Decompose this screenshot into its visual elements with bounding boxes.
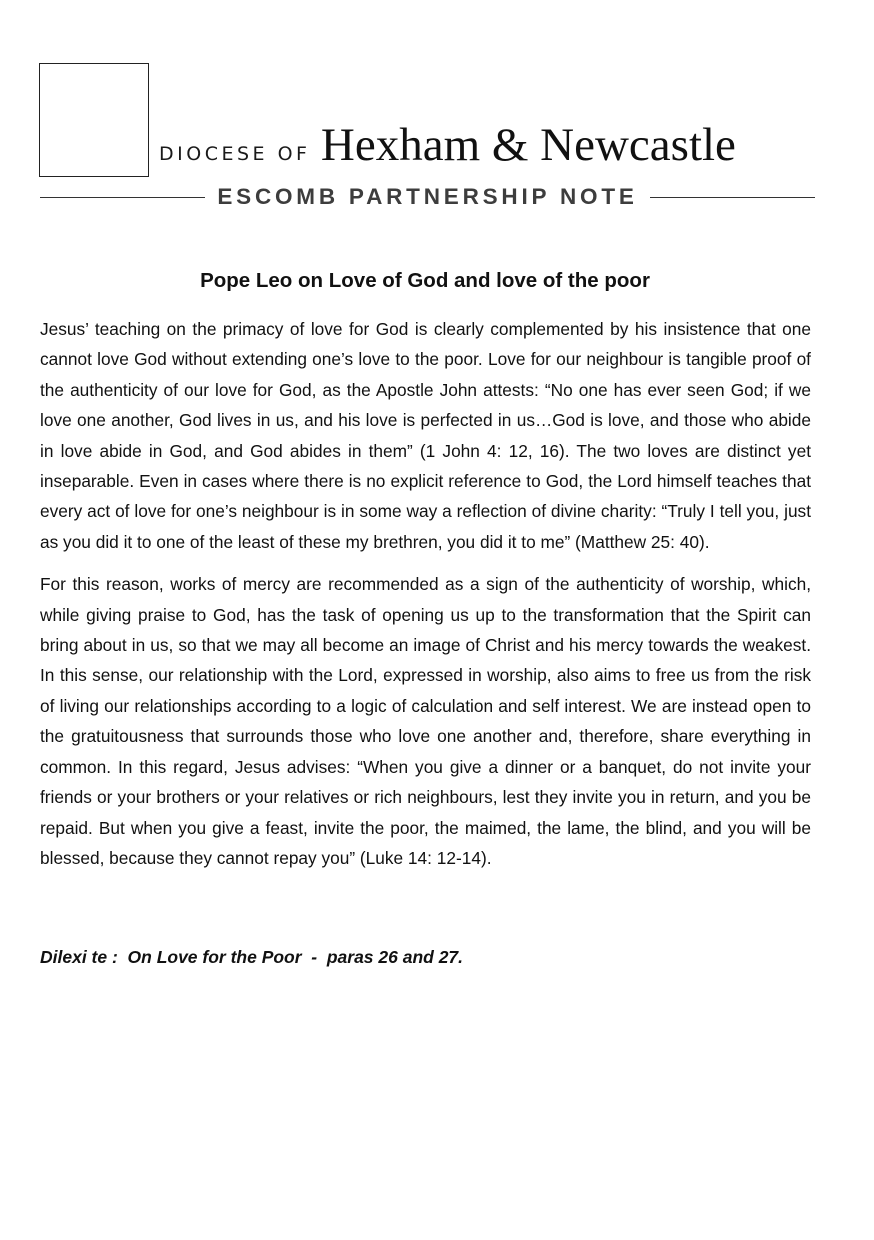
diocese-name: Hexham & Newcastle	[320, 119, 736, 171]
paragraph-2: For this reason, works of mercy are recommended as a sign of the authenticity of worship, which, while giving praise to God, has the task of opening us up to the transformation that the Spirit can bring about in us, so that we may all become an image of Christ and his mercy towards the weakest. In this sense, our relationship with the Lord, expressed in worship, also aims to free us from the risk of living our relationships according to a logic of calculation and self interest. We are instead open to the gratuitousness that surrounds those who love one another and, therefore, share everything in common. In this regard, Jesus advises: “When you give a dinner or a banquet, do not invite your friends or your brothers or your relatives or rich neighbours, lest they invite you in return, and you be repaid. But when you give a feast, invite the poor, the maimed, the lame, the blind, and you will be blessed, because they cannot repay you” (Luke 14: 12-14).	[40, 574, 811, 868]
left-rule	[40, 197, 205, 198]
body-text	[40, 314, 811, 885]
diocese-prefix: DIOCESE OF	[159, 143, 311, 165]
note-subtitle: ESCOMB PARTNERSHIP NOTE	[217, 184, 638, 209]
diocese-heading	[159, 118, 819, 178]
source-citation: Dilexi te : On Love for the Poor - paras 26 and 27.	[40, 947, 464, 967]
diocese-logo-placeholder	[39, 63, 149, 177]
paragraph-1: Jesus’ teaching on the primacy of love for God is clearly complemented by his insistence that one cannot love God without extending one’s love to the poor. Love for our neighbour is tangible proof of the authenticity of our love for God, as the Apostle John attests: “No one has ever seen God; if we love one another, God lives in us, and his love is perfected in us…God is love, and those who abide in love abide in God, and God abides in them” (1 John 4: 12, 16). The two loves are distinct yet inseparable. Even in cases where there is no explicit reference to God, the Lord himself teaches that every act of love for one’s neighbour is in some way a reflection of divine charity: “Truly I tell you, just as you did it to one of the least of these my brethren, you did it to me” (Matthew 25: 40).	[40, 319, 811, 552]
page-title: Pope Leo on Love of God and love of the poor	[200, 269, 650, 292]
subtitle-row	[40, 181, 815, 213]
right-rule	[650, 197, 815, 198]
